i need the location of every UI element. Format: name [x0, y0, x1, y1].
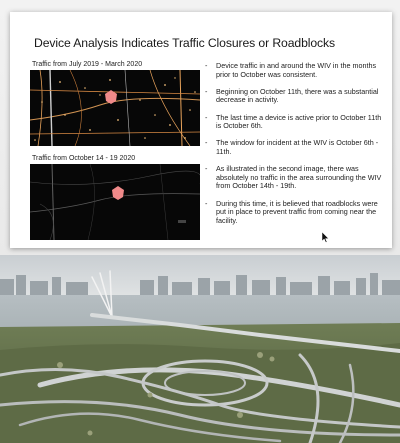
mouse-pointer-icon — [322, 230, 330, 248]
finding-item: - The window for incident at the WIV is October 6th - 11th. — [204, 139, 386, 156]
finding-item: - Device traffic in and around the WIV in the months prior to October was consistent. — [204, 62, 386, 79]
map-2-label: Traffic from October 14 - 19 2020 — [32, 155, 136, 162]
city-interchange-photo — [0, 255, 400, 443]
presentation-slide — [10, 12, 392, 248]
finding-item: - As illustrated in the second image, there was absolutely no traffic in the area surrounding the WIV from October 14th - 19th. — [204, 165, 386, 191]
finding-item: - During this time, it is believed that roadblocks were put in place to prevent traffic from coming near the facility. — [204, 200, 386, 226]
finding-item: - Beginning on October 11th, there was a substantial decrease in activity. — [204, 88, 386, 105]
location-marker-icon — [112, 186, 124, 200]
slide-title: Device Analysis Indicates Traffic Closures or Roadblocks — [34, 36, 336, 50]
finding-item: - The last time a device is active prior to October 11th is October 6th. — [204, 114, 386, 131]
traffic-map-after — [30, 164, 200, 240]
map-1-label: Traffic from July 2019 - March 2020 — [32, 61, 143, 68]
traffic-map-before — [30, 70, 200, 146]
findings-list — [204, 62, 386, 234]
